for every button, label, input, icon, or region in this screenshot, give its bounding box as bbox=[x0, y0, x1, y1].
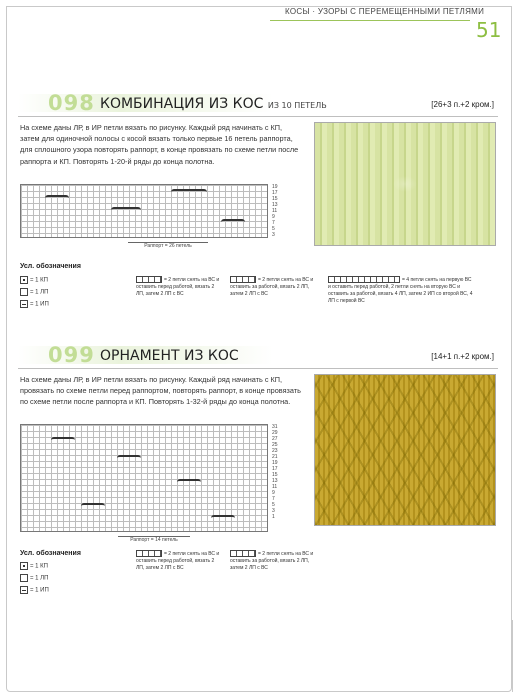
selvedge-stitch-icon bbox=[20, 276, 28, 284]
legend-title: Усл. обозначения bbox=[20, 263, 81, 270]
selvedge-stitch-icon bbox=[20, 562, 28, 570]
chart-row-numbers bbox=[272, 424, 284, 520]
row-number: 5 bbox=[272, 502, 275, 508]
row-number: 13 bbox=[272, 478, 278, 484]
cable-legend-text: = 4 петли снять на первую ВС и оставить перед работой, 2 петли снять на вторую ВС и оставить за работой, вязать 4 ЛП, затем 2 ИП со второй ВС, 4 ЛП с первой ВС bbox=[328, 276, 473, 304]
legend-item bbox=[20, 562, 48, 570]
knitting-chart bbox=[20, 184, 268, 238]
row-number: 21 bbox=[272, 454, 278, 460]
section-heading bbox=[18, 92, 498, 117]
pattern-number: 099 bbox=[48, 343, 95, 367]
row-number: 11 bbox=[272, 484, 278, 490]
row-number: 13 bbox=[272, 202, 278, 208]
row-number: 9 bbox=[272, 490, 275, 496]
section-heading bbox=[18, 344, 498, 369]
pattern-title bbox=[100, 96, 327, 112]
cable-legend bbox=[230, 276, 314, 298]
chart-cable-motif bbox=[117, 455, 141, 463]
cable-legend-text: = 2 петли снять на ВС и оставить за работой, вязать 2 ЛП, затем 2 ЛП с ВС bbox=[230, 550, 314, 571]
pattern-instructions: На схеме даны ЛР, в ИР петли вязать по рисунку. Каждый ряд начинать с КП, провязать по схеме петли перед раппортом, повторять раппорт, в конце провязать по схеме петли после раппорта и КП. Повторять 1-32-й ряды до конца полотна. bbox=[20, 375, 301, 407]
row-number: 27 bbox=[272, 436, 278, 442]
page-corner bbox=[500, 620, 513, 692]
row-number: 5 bbox=[272, 226, 275, 232]
page-number: 51 bbox=[476, 18, 502, 42]
cable-left-icon bbox=[136, 550, 162, 557]
legend-label: = 1 КП bbox=[30, 563, 48, 570]
purl-stitch-icon bbox=[20, 586, 28, 594]
row-number: 31 bbox=[272, 424, 278, 430]
pattern-section-099 bbox=[18, 343, 498, 594]
legend-item bbox=[20, 288, 48, 296]
legend-item bbox=[20, 574, 48, 582]
cable-legend-text: = 2 петли снять на ВС и оставить перед работой, вязать 2 ЛП, затем 2 ЛП с ВС bbox=[136, 550, 220, 571]
cable-center-icon bbox=[328, 276, 400, 283]
pattern-subtitle: ИЗ 10 ПЕТЕЛЬ bbox=[267, 101, 327, 110]
cable-right-icon bbox=[230, 550, 256, 557]
row-number: 17 bbox=[272, 190, 278, 196]
legend-label: = 1 КП bbox=[30, 277, 48, 284]
knitting-chart bbox=[20, 424, 268, 532]
cable-legend bbox=[136, 550, 220, 572]
row-number: 25 bbox=[272, 442, 278, 448]
chart-cable-motif bbox=[81, 503, 105, 511]
row-number: 3 bbox=[272, 232, 275, 238]
cable-legend bbox=[328, 276, 474, 305]
legend-label: = 1 ЛП bbox=[30, 289, 49, 296]
row-number: 19 bbox=[272, 460, 278, 466]
legend-label: = 1 ЛП bbox=[30, 575, 49, 582]
legend-item bbox=[20, 586, 49, 594]
cable-legend-text: = 2 петли снять на ВС и оставить перед работой, вязать 2 ЛП, затем 2 ЛП с ВС bbox=[136, 276, 220, 297]
repeat-label: Раппорт = 14 петель bbox=[118, 536, 190, 543]
cable-legend-text: = 2 петли снять на ВС и оставить за работой, вязать 2 ЛП, затем 2 ЛП с ВС bbox=[230, 276, 314, 297]
pattern-section-098 bbox=[18, 91, 498, 308]
row-number: 15 bbox=[272, 472, 278, 478]
row-number: 7 bbox=[272, 220, 275, 226]
legend-label: = 1 ИП bbox=[30, 587, 49, 594]
legend-item bbox=[20, 300, 49, 308]
chart-cable-motif bbox=[221, 219, 245, 227]
pattern-number: 098 bbox=[48, 91, 95, 115]
repeat-label: Раппорт = 26 петель bbox=[128, 242, 208, 249]
knitted-sample-photo bbox=[314, 122, 496, 246]
chart-cable-motif bbox=[51, 437, 75, 445]
chart-cable-motif bbox=[211, 515, 235, 523]
chart-cable-motif bbox=[111, 207, 141, 215]
row-number: 7 bbox=[272, 496, 275, 502]
row-number: 3 bbox=[272, 508, 275, 514]
chart-cable-motif bbox=[45, 195, 69, 203]
purl-stitch-icon bbox=[20, 300, 28, 308]
row-number: 15 bbox=[272, 196, 278, 202]
knit-stitch-icon bbox=[20, 574, 28, 582]
knit-stitch-icon bbox=[20, 288, 28, 296]
row-number: 1 bbox=[272, 514, 275, 520]
row-number: 11 bbox=[272, 208, 278, 214]
pattern-title-text: КОМБИНАЦИЯ ИЗ КОС bbox=[100, 96, 264, 112]
pattern-title-text: ОРНАМЕНТ ИЗ КОС bbox=[100, 348, 239, 364]
row-number: 9 bbox=[272, 214, 275, 220]
chart-cable-motif bbox=[171, 189, 207, 197]
stitch-count: [14+1 п.+2 кром.] bbox=[431, 352, 494, 361]
running-header: КОСЫ · УЗОРЫ С ПЕРЕМЕЩЕННЫМИ ПЕТЛЯМИ bbox=[285, 7, 485, 16]
row-number: 19 bbox=[272, 184, 278, 190]
legend-label: = 1 ИП bbox=[30, 301, 49, 308]
legend-title: Усл. обозначения bbox=[20, 550, 81, 557]
chart-row-numbers bbox=[272, 184, 284, 238]
row-number: 17 bbox=[272, 466, 278, 472]
cable-left-icon bbox=[136, 276, 162, 283]
row-number: 29 bbox=[272, 430, 278, 436]
knitted-sample-photo bbox=[314, 374, 496, 526]
cable-legend bbox=[230, 550, 314, 572]
cable-legend bbox=[136, 276, 220, 298]
pattern-instructions: На схеме даны ЛР, в ИР петли вязать по рисунку. Каждый ряд начинать с КП, затем для одиночной полосы с косой вязать только первые 16 петель раппорта, для сплошного узора повторять раппорт, в конце провязать по схеме петли после раппорта и КП. Повторять 1-20-й ряды до конца полотна. bbox=[20, 123, 299, 166]
pattern-title bbox=[100, 348, 239, 364]
row-number: 23 bbox=[272, 448, 278, 454]
chart-cable-motif bbox=[177, 479, 201, 487]
cable-right-icon bbox=[230, 276, 256, 283]
legend-item bbox=[20, 276, 48, 284]
stitch-count: [26+3 п.+2 кром.] bbox=[431, 100, 494, 109]
